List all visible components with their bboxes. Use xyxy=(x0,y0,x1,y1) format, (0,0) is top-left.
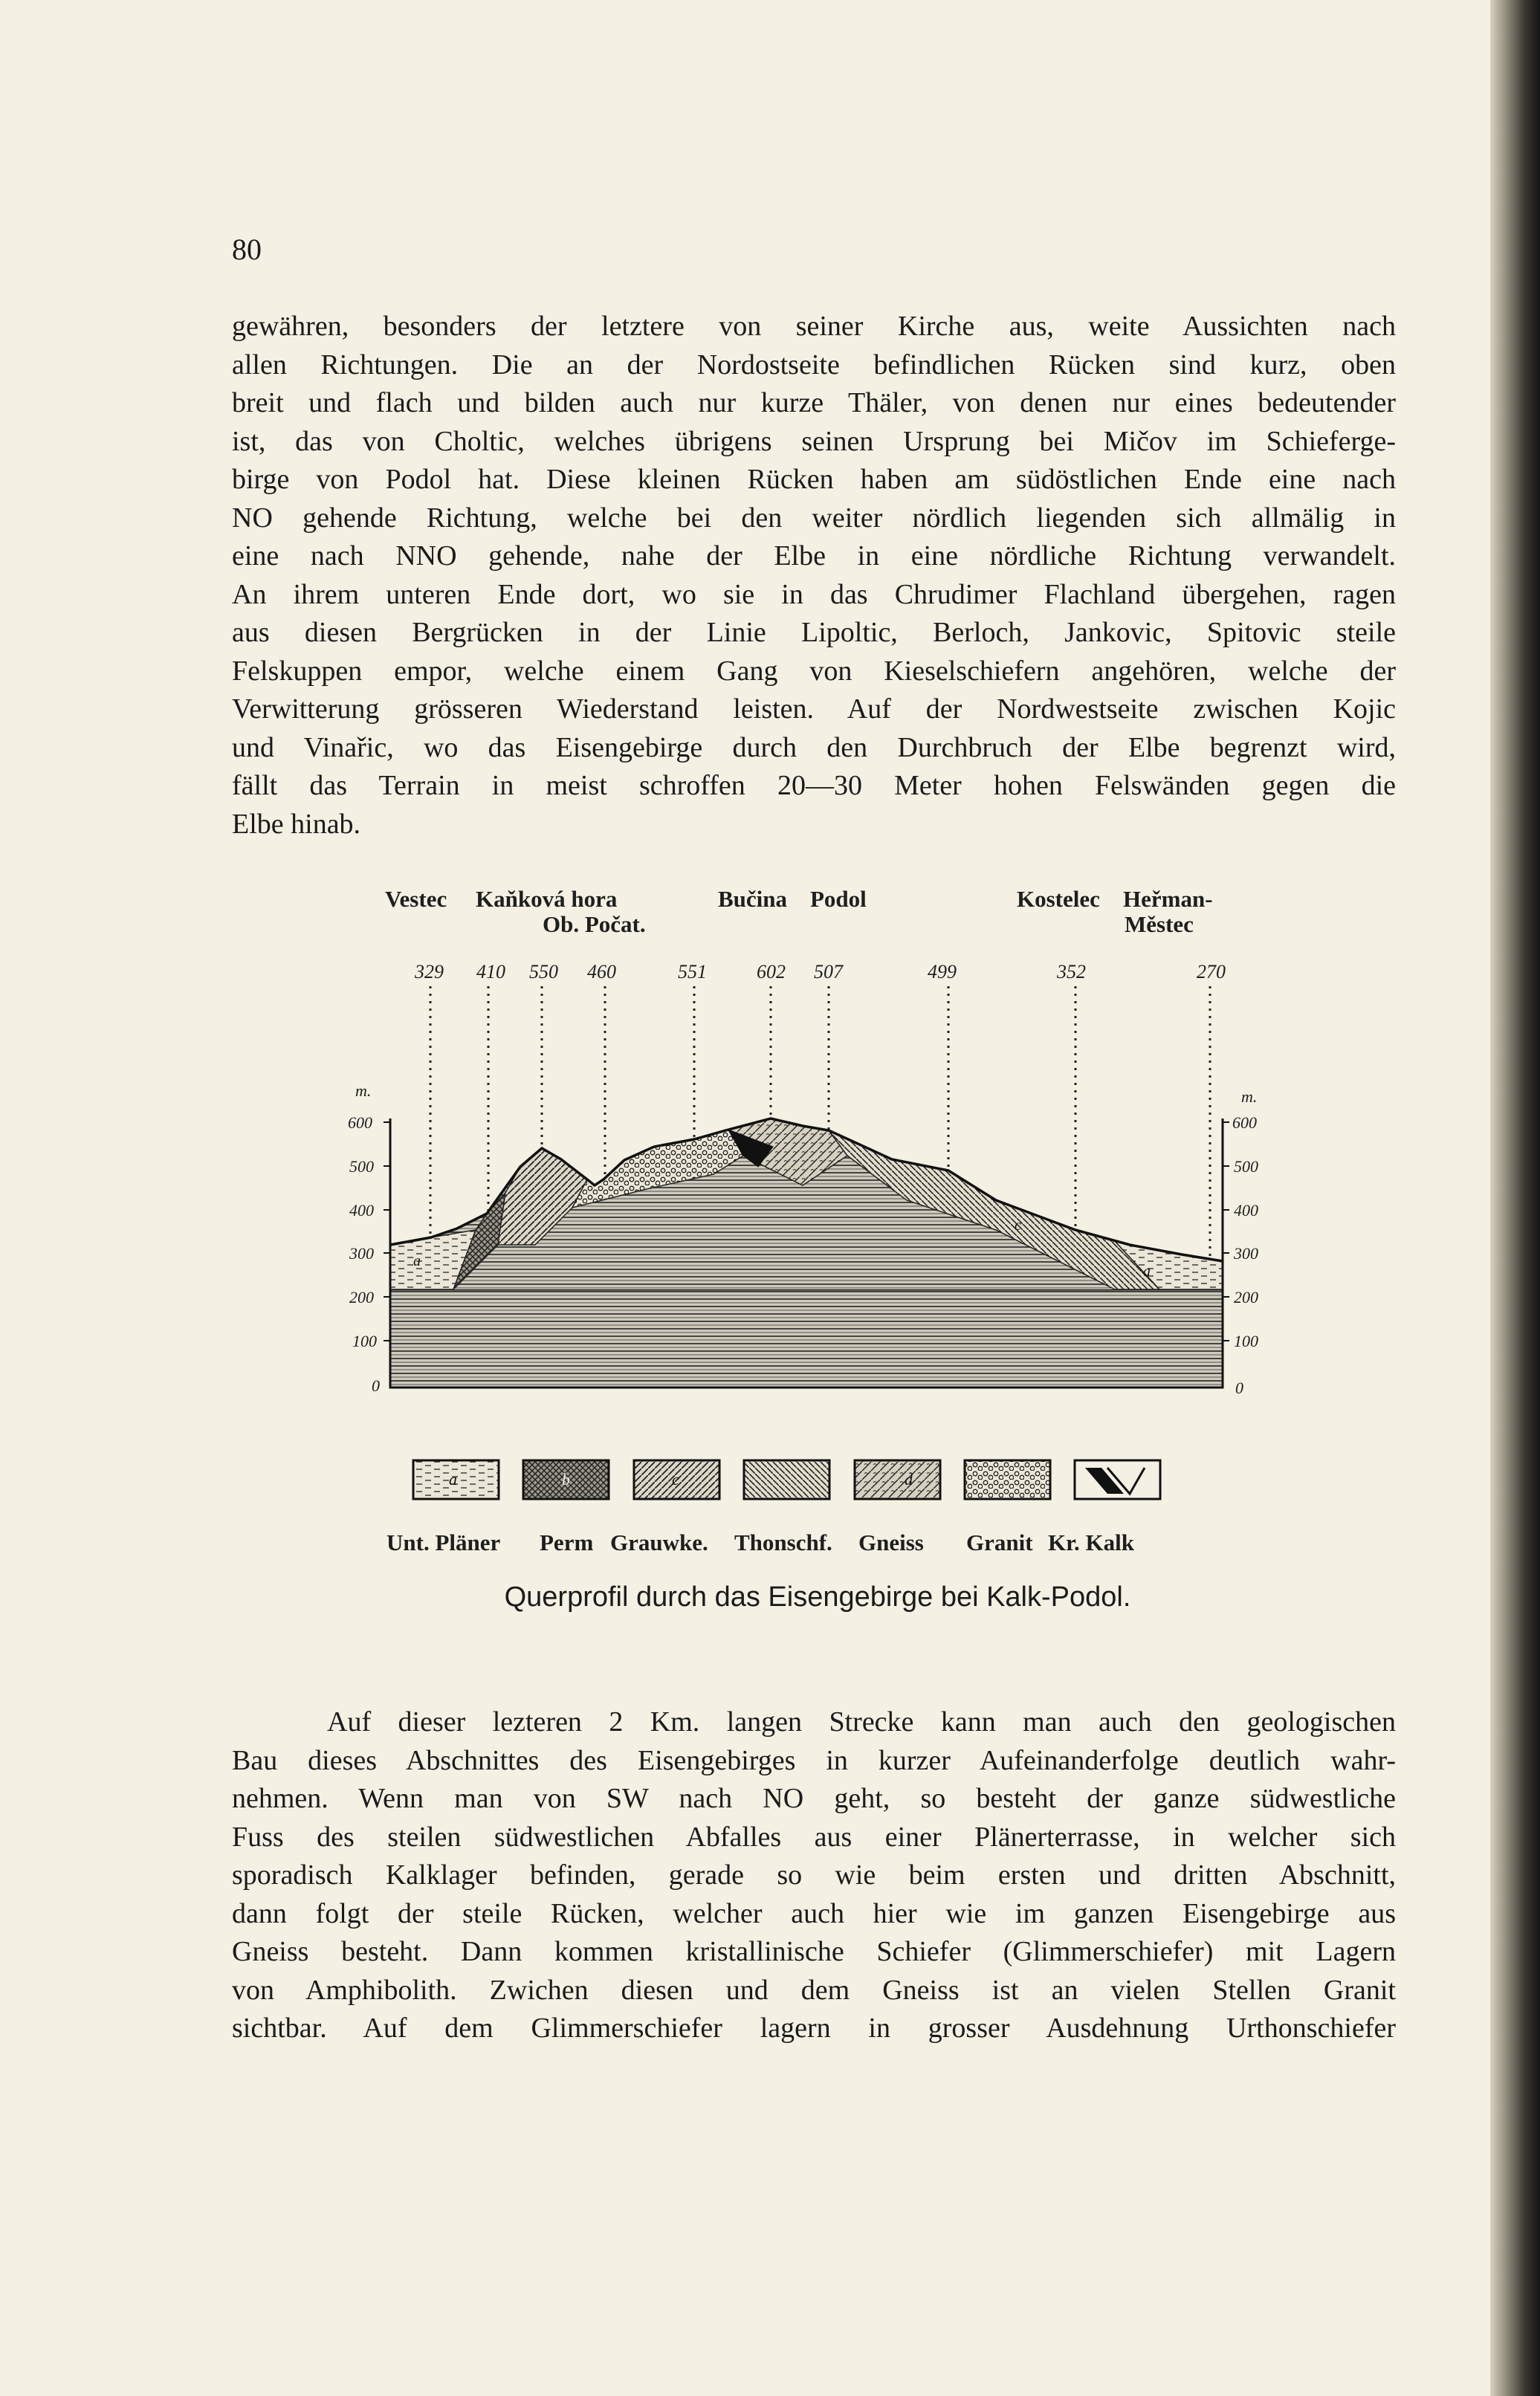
axis-tick-label: 500 xyxy=(1234,1157,1258,1176)
profile-section xyxy=(390,1118,1223,1388)
elevation-label: 329 xyxy=(415,961,444,982)
text-line: fällt das Terrain in meist schroffen 20—30 Meter hohen Felswänden gegen die xyxy=(232,770,1396,801)
text-line: nehmen. Wenn man von SW nach NO geht, so besteht der ganze südwestliche xyxy=(232,1783,1396,1814)
place-vestec: Vestec xyxy=(385,886,447,912)
axis-unit-left: m. xyxy=(355,1081,372,1100)
axis-tick-label: 200 xyxy=(349,1288,374,1307)
page-number: 80 xyxy=(232,233,262,266)
elevation-label: 410 xyxy=(476,961,505,982)
legend-letter: b xyxy=(562,1470,570,1489)
text-line: sichtbar. Auf dem Glimmerschiefer lagern in grosser Ausdehnung Urthonschiefer xyxy=(232,2013,1396,2044)
legend-label-unt-planer: Unt. Pläner xyxy=(386,1529,501,1555)
place-bucina: Bučina xyxy=(718,886,788,912)
text-line: NO gehende Richtung, welche bei den weiter nördlich liegenden sich allmälig in xyxy=(232,502,1396,534)
legend-label-grauwacke: Grauwke. xyxy=(610,1529,708,1555)
text-line: Bau dieses Abschnittes des Eisengebirges in kurzer Aufeinanderfolge deutlich wahr- xyxy=(232,1744,1396,1776)
legend xyxy=(413,1460,1160,1499)
legend-letter: a xyxy=(449,1470,457,1489)
axis-tick-label: 300 xyxy=(349,1244,374,1263)
legend-swatch-gneiss xyxy=(855,1460,940,1499)
place-podol: Podol xyxy=(810,886,867,912)
paragraph-1 xyxy=(232,308,1396,844)
svg-text:a: a xyxy=(413,1253,421,1269)
place-herman-2: Městec xyxy=(1125,911,1194,937)
text-line: Auf dieser lezteren 2 Km. langen Strecke kann man auch den geologischen xyxy=(327,1706,1396,1738)
text-line: Verwitterung grösseren Wiederstand leisten. Auf der Nordwestseite zwischen Kojic xyxy=(232,693,1396,725)
elevation-label: 499 xyxy=(928,961,957,982)
elevation-label: 550 xyxy=(529,961,558,982)
axis-tick-label: 400 xyxy=(1234,1201,1258,1220)
text-line: An ihrem unteren Ende dort, wo sie in das Chrudimer Flachland übergehen, ragen xyxy=(232,578,1396,610)
paragraph-2 xyxy=(232,1703,1396,2048)
text-line: von Amphibolith. Zwichen diesen und dem Gneiss ist an vielen Stellen Granit xyxy=(232,1974,1396,2006)
text-line: eine nach NNO gehende, nahe der Elbe in eine nördliche Richtung verwandelt. xyxy=(232,540,1396,572)
legend-label-kreide-kalk: Kr. Kalk xyxy=(1048,1529,1134,1555)
text-line: und Vinařic, wo das Eisengebirge durch den Durchbruch der Elbe begrenzt wird, xyxy=(232,731,1396,763)
elevation-label: 551 xyxy=(678,961,707,982)
elevation-label: 602 xyxy=(757,961,786,982)
axis-tick-label: 600 xyxy=(1232,1113,1257,1132)
legend-letter: d xyxy=(905,1470,913,1489)
text-line: gewähren, besonders der letztere von seiner Kirche aus, weite Aussichten nach xyxy=(232,311,1396,342)
text-line: ist, das von Choltic, welches übrigens seinen Ursprung bei Mičov im Schieferge- xyxy=(232,425,1396,457)
legend-label-granit: Granit xyxy=(966,1529,1033,1555)
legend-label-perm: Perm xyxy=(540,1529,594,1555)
text-line: breit und flach und bilden auch nur kurze Thäler, von denen nur eines bedeutender xyxy=(232,387,1396,418)
legend-label-gneiss: Gneiss xyxy=(858,1529,924,1555)
elevation-label: 270 xyxy=(1197,961,1226,982)
text-line: aus diesen Bergrücken in der Linie Lipoltic, Berloch, Jankovic, Spitovic steile xyxy=(232,617,1396,648)
legend-label-thonschiefer: Thonschf. xyxy=(734,1529,832,1555)
text-line: allen Richtungen. Die an der Nordostseite befindlichen Rücken sind kurz, oben xyxy=(232,349,1396,381)
elevation-label: 460 xyxy=(587,961,616,982)
axis-tick-label: 300 xyxy=(1234,1244,1258,1263)
axis-tick-label: 400 xyxy=(349,1201,374,1220)
text-line: Fuss des steilen südwestlichen Abfalles aus einer Plänerterrasse, in welcher sich xyxy=(232,1821,1396,1853)
text-line: Gneiss besteht. Dann kommen kristallinische Schiefer (Glimmerschiefer) mit Lagern xyxy=(232,1936,1396,1967)
legend-swatch-granit xyxy=(965,1460,1050,1499)
text-line: dann folgt der steile Rücken, welcher auch hier wie im ganzen Eisengebirge aus xyxy=(232,1897,1396,1929)
text-line: Felskuppen empor, welche einem Gang von Kieselschiefern angehören, welche der xyxy=(232,655,1396,687)
axis-tick-label: 600 xyxy=(348,1113,372,1132)
figure-caption: Querprofil durch das Eisengebirge bei Kalk-Podol. xyxy=(504,1581,1131,1613)
axis-tick-label: 100 xyxy=(1234,1332,1258,1350)
place-kostelec: Kostelec xyxy=(1017,886,1100,912)
axis-right xyxy=(1223,1087,1258,1397)
place-herman-1: Heřman- xyxy=(1123,886,1213,912)
book-binding-edge xyxy=(1490,0,1540,2396)
axis-tick-label: 0 xyxy=(1235,1379,1243,1397)
elevation-label: 352 xyxy=(1057,961,1086,982)
svg-text:a: a xyxy=(1143,1263,1151,1280)
cross-section-svg xyxy=(327,873,1308,1657)
axis-tick-label: 200 xyxy=(1234,1288,1258,1307)
legend-swatch-thonschiefer xyxy=(744,1460,829,1499)
place-ob-pocat: Ob. Počat. xyxy=(543,911,646,937)
svg-text:c: c xyxy=(1015,1217,1021,1234)
text-line: birge von Podol hat. Diese kleinen Rücken haben am südöstlichen Ende eine nach xyxy=(232,464,1396,495)
axis-unit-right: m. xyxy=(1241,1087,1258,1106)
cross-section-figure xyxy=(327,873,1308,1657)
elevation-label: 507 xyxy=(814,961,843,982)
text-line: Elbe hinab. xyxy=(232,808,361,840)
axis-tick-label: 500 xyxy=(349,1157,374,1176)
text-line: sporadisch Kalklager befinden, gerade so wie beim ersten und dritten Abschnitt, xyxy=(232,1859,1396,1891)
axis-left xyxy=(348,1081,390,1395)
axis-tick-label: 0 xyxy=(372,1376,380,1395)
axis-tick-label: 100 xyxy=(352,1332,377,1350)
place-kankova-hora: Kaňková hora xyxy=(476,886,618,912)
legend-letter: c xyxy=(672,1470,679,1489)
